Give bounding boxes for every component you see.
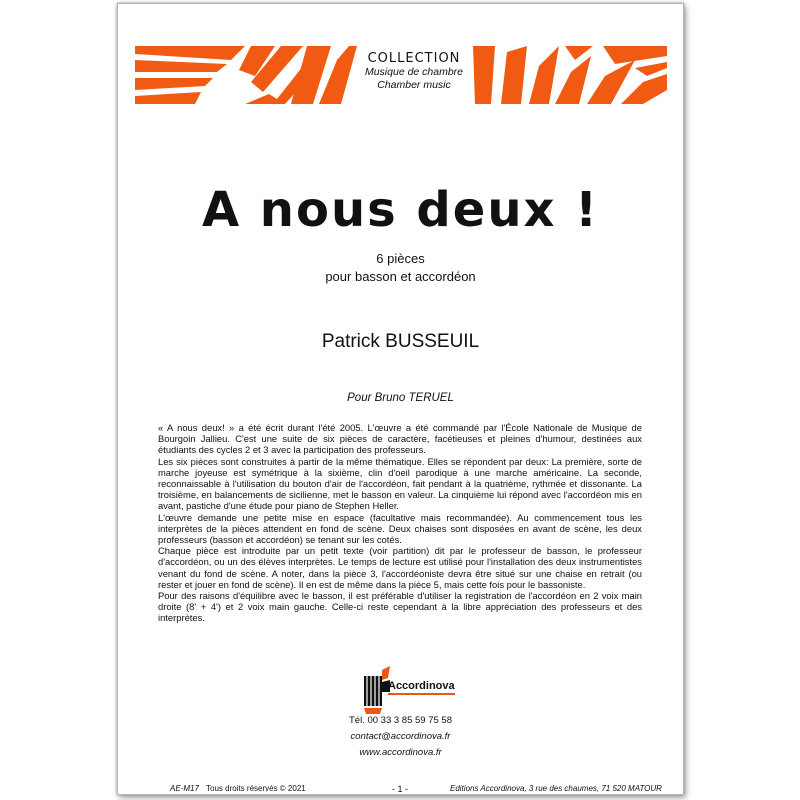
collection-label-box: [360, 46, 468, 104]
logo-wordmark: Accordinova: [388, 680, 455, 695]
contact-phone: Tél. 00 33 3 85 59 75 58: [349, 715, 452, 726]
work-description: [158, 422, 642, 624]
composer-name: Patrick BUSSEUIL: [321, 331, 480, 352]
pieces-count: 6 pièces: [376, 251, 425, 266]
collection-subtitle-french: Musique de chambre: [364, 66, 464, 78]
footer-reference: AE-M17: [170, 784, 199, 793]
description-paragraph: Chaque pièce est introduite par un petit texte (voir partition) dit par le professeur de basson, le professeur d'accordéon, ou un des élèves interprètes. Le temps de lecture est utilisé pour l'installation des deux instrumentistes venant du fond de scène. A noter, dans la pièce 3, l'accordéoniste devra être situé sur une chaise en retrait (ou rester et jouer en fond de scène). Il en est de même dans la pièce 5, mais cette fois pour le bassoniste.: [158, 545, 642, 590]
work-title: A nous deux !: [201, 182, 600, 238]
contact-email[interactable]: contact@accordinova.fr: [350, 731, 451, 742]
publisher-logo: [362, 666, 454, 714]
description-paragraph: « A nous deux! » a été écrit durant l'été 2005. L'œuvre a été commandé par l'École Nationale de Musique de Bourgoin Jallieu. C'est une suite de six pièces de caractère, facétieuses et pleines d'humour, destinées aux étudiants des cycles 2 et 3 avec la participation des professeurs.: [158, 422, 642, 456]
description-paragraph: Pour des raisons d'équilibre avec le basson, il est préférable d'utiliser la registration de l'accordéon en 2 voix main droite (8' + 4') et 2 voix main gauche. Celle-ci reste cependant à la libre appréciation des professeurs et des interprètes.: [158, 590, 642, 624]
collection-banner: [135, 46, 667, 104]
score-cover-page: [117, 3, 684, 795]
footer-rights: Tous droits réservés © 2021: [206, 784, 306, 793]
description-paragraph: L'œuvre demande une petite mise en espace (facultative mais recommandée). Au commencement tous les interprètes de la pièces attendent en fond de scène. Deux chaises sont disposées en avant de scène, les deux professeurs (basson et accordéon) se tenant sur les cotés.: [158, 511, 642, 546]
footer-page-number: - 1 -: [392, 784, 409, 794]
footer-publisher-address: Editions Accordinova, 3 rue des chaumes, 71 520 MATOUR: [450, 784, 662, 793]
collection-title: COLLECTION: [367, 51, 461, 66]
dedication: Pour Bruno TERUEL: [347, 392, 454, 404]
instrumentation: pour basson et accordéon: [325, 269, 476, 284]
collection-subtitle-english: Chamber music: [377, 79, 451, 91]
description-paragraph: Les six pièces sont construites à partir de la même thématique. Elles se répondent par deux: La première, sorte de marche joyeuse est symétrique à la sixième, clin d'oeil parodique à une marche américaine. La seconde, reconnaissable à l'utilisation du bouton d'air de l'accordéon, fait pendant à la quatrième, rythmée et dissonante. La troisième, en balancements de sicilienne, met le basson en valeur. La cinquième lui répond avec l'accordéon mis en avant, pastiche d'une étude pour piano de Stephen Heller.: [158, 455, 642, 512]
contact-website[interactable]: www.accordinova.fr: [359, 747, 442, 758]
